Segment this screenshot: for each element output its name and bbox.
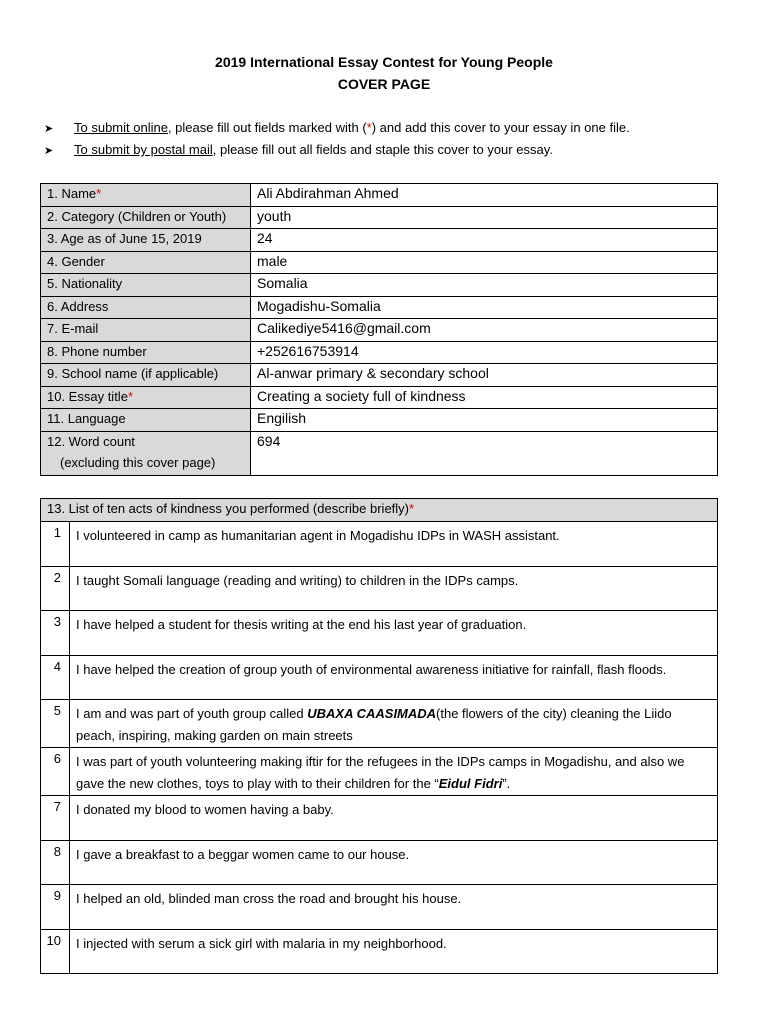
field-value[interactable]: 694 (251, 431, 718, 475)
field-value[interactable]: Mogadishu-Somalia (251, 296, 718, 319)
act-number: 10 (41, 929, 70, 974)
field-label-text: 1. Name (47, 186, 97, 201)
field-label (41, 431, 251, 475)
act-number: 1 (41, 522, 70, 567)
act-number: 6 (41, 748, 70, 796)
field-label (41, 386, 251, 409)
act-text: I am and was part of youth group called (76, 706, 308, 721)
act-row (41, 929, 718, 974)
info-row (41, 386, 718, 409)
field-label-text: 8. Phone number (47, 343, 147, 359)
field-label (41, 229, 251, 252)
field-label (41, 184, 251, 207)
act-text: ”. (502, 776, 511, 791)
act-row (41, 796, 718, 841)
act-number: 5 (41, 700, 70, 748)
field-label-text: 12. Word count (47, 433, 135, 449)
instruction-online (44, 120, 630, 135)
field-value[interactable]: Al-anwar primary & secondary school (251, 364, 718, 387)
field-value[interactable]: 24 (251, 229, 718, 252)
act-description[interactable] (70, 796, 718, 841)
act-number: 3 (41, 611, 70, 656)
act-text: I volunteered in camp as humanitarian agent in Mogadishu IDPs in WASH assistant. (76, 528, 560, 543)
act-row (41, 748, 718, 796)
field-value[interactable]: male (251, 251, 718, 274)
info-row (41, 251, 718, 274)
info-row (41, 409, 718, 432)
required-asterisk: * (127, 388, 133, 404)
field-value[interactable]: Ali Abdirahman Ahmed (251, 184, 718, 207)
act-text: I donated my blood to women having a baby. (76, 802, 334, 817)
applicant-info-table (40, 183, 718, 476)
act-row (41, 522, 718, 567)
field-sublabel: (excluding this cover page) (60, 454, 216, 470)
field-label-text: 2. Category (Children or Youth) (47, 208, 227, 224)
acts-header-text: 13. List of ten acts of kindness you performed (describe briefly) (47, 501, 410, 516)
act-text: I injected with serum a sick girl with malaria in my neighborhood. (76, 935, 447, 951)
required-asterisk: * (366, 120, 372, 135)
instruction-postal (44, 142, 553, 157)
act-description[interactable] (70, 655, 718, 700)
acts-header-row (41, 499, 718, 522)
field-value[interactable]: youth (251, 206, 718, 229)
info-row (41, 296, 718, 319)
field-label-text: 11. Language (47, 411, 126, 426)
info-row (41, 229, 718, 252)
field-value[interactable]: Engilish (251, 409, 718, 432)
act-row (41, 885, 718, 930)
field-value[interactable]: Somalia (251, 274, 718, 297)
act-text: I taught Somali language (reading and writing) to children in the IDPs camps. (76, 572, 519, 588)
act-description[interactable] (70, 566, 718, 611)
info-row (41, 206, 718, 229)
info-row (41, 364, 718, 387)
online-link-text: To submit online (74, 120, 168, 135)
act-description[interactable] (70, 929, 718, 974)
act-row (41, 840, 718, 885)
act-number: 8 (41, 840, 70, 885)
postal-link-text: To submit by postal mail (74, 142, 213, 157)
act-row (41, 611, 718, 656)
act-row (41, 700, 718, 748)
act-description[interactable] (70, 748, 718, 796)
act-text: I have helped a student for thesis writing at the end his last year of graduation. (76, 617, 527, 632)
act-number: 2 (41, 566, 70, 611)
field-label-text: 5. Nationality (47, 276, 123, 291)
act-text: I have helped the creation of group youth of environmental awareness initiative for rainfall, flash floods. (76, 661, 667, 677)
acts-header (41, 499, 718, 522)
act-text: I helped an old, blinded man cross the road and brought his house. (76, 891, 462, 906)
field-label-text: 10. Essay title (47, 388, 128, 404)
arrow-bullet-icon: ➤ (44, 145, 54, 157)
field-label (41, 206, 251, 229)
act-emphasis: UBAXA CAASIMADA (307, 706, 437, 721)
arrow-bullet-icon: ➤ (44, 123, 54, 135)
act-row (41, 655, 718, 700)
info-row (41, 274, 718, 297)
postal-text: , please fill out all fields and staple this cover to your essay. (212, 142, 553, 157)
online-text-pre: , please fill out fields marked with ( (167, 120, 367, 135)
info-row (41, 319, 718, 342)
kindness-acts-table (40, 498, 718, 974)
field-label-text: 4. Gender (47, 253, 105, 269)
act-row (41, 566, 718, 611)
act-text: (the flowers of the city) cleaning the Liido peach, inspiring, making garden on main streets (76, 706, 672, 743)
field-value[interactable]: +252616753914 (251, 341, 718, 364)
field-label (41, 274, 251, 297)
act-text: I gave a breakfast to a beggar women came to our house. (76, 846, 410, 862)
required-asterisk: * (409, 501, 415, 516)
act-emphasis: Eidul Fidri (438, 776, 503, 791)
online-text-post: ) and add this cover to your essay in one file. (371, 120, 630, 135)
act-number: 4 (41, 655, 70, 700)
field-label (41, 364, 251, 387)
act-description[interactable] (70, 700, 718, 748)
info-row (41, 184, 718, 207)
field-label (41, 341, 251, 364)
field-value[interactable]: Calikediye5416@gmail.com (251, 319, 718, 342)
act-description[interactable] (70, 885, 718, 930)
info-row (41, 431, 718, 475)
field-label-text: 3. Age as of June 15, 2019 (47, 231, 202, 246)
act-description[interactable] (70, 840, 718, 885)
field-label (41, 296, 251, 319)
field-label (41, 251, 251, 274)
act-description[interactable] (70, 522, 718, 567)
act-description[interactable] (70, 611, 718, 656)
required-asterisk: * (96, 186, 102, 201)
field-label (41, 319, 251, 342)
field-label-text: 6. Address (47, 298, 109, 314)
act-number: 7 (41, 796, 70, 841)
field-label (41, 409, 251, 432)
page-title: 2019 International Essay Contest for Young People (215, 54, 553, 70)
field-label-text: 7. E-mail (47, 321, 99, 336)
page-subtitle: COVER PAGE (337, 76, 431, 92)
field-value[interactable]: Creating a society full of kindness (251, 386, 718, 409)
act-text: I was part of youth volunteering making iftir for the refugees in the IDPs camps in Mogadishu, and also we gave the new clothes, toys to play with to their children for the “ (76, 754, 685, 791)
act-number: 9 (41, 885, 70, 930)
info-row (41, 341, 718, 364)
field-label-text: 9. School name (if applicable) (47, 366, 219, 381)
